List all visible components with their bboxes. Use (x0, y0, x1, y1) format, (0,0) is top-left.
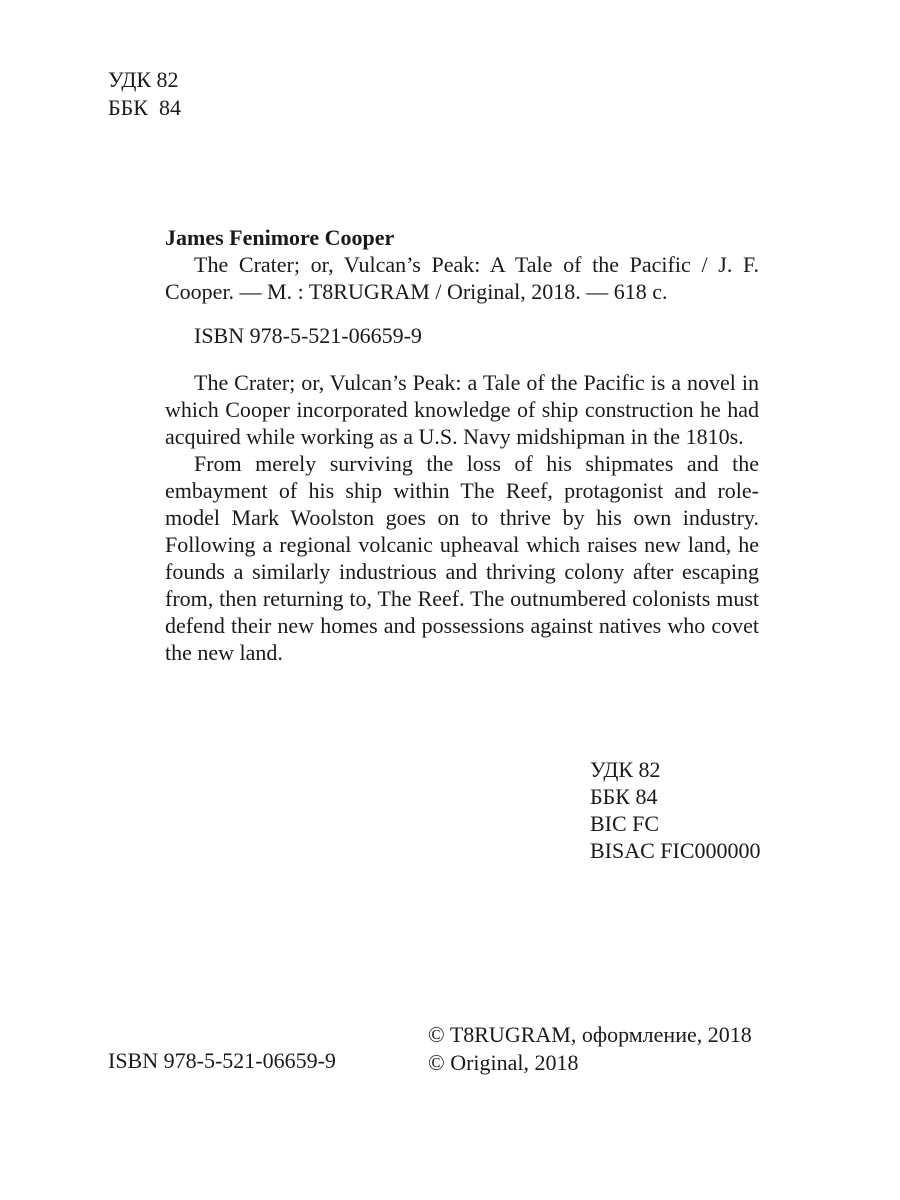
bibliographic-entry: The Crater; or, Vulcan’s Peak: A Tale of the Pacific / J. F. Cooper. — M. : T8RUGRAM / Original, 2018. — 618 c. (165, 252, 759, 304)
annotation-paragraph: The Crater; or, Vulcan’s Peak: a Tale of the Pacific is a novel in which Cooper incorporated knowledge of ship construction he had acquired while working as a U.S. Navy midshipman in the 1810s. (165, 370, 759, 449)
bbk-code: ББК 84 (108, 95, 181, 120)
bic-code: BIC FC (590, 811, 660, 836)
isbn-footer: ISBN 978-5-521-06659-9 (108, 1048, 336, 1073)
copyright-block (428, 1021, 752, 1077)
isbn-record: ISBN 978-5-521-06659-9 (194, 323, 422, 348)
copyright-line: © T8RUGRAM, оформление, 2018 (428, 1022, 752, 1047)
udk-code: УДК 82 (108, 67, 179, 92)
udk-code: УДК 82 (590, 757, 661, 782)
bisac-code: BISAC FIC000000 (590, 838, 761, 863)
copyright-line: © Original, 2018 (428, 1050, 579, 1075)
annotation-paragraph: From merely surviving the loss of his shipmates and the embayment of his ship within The Reef, protagonist and role-model Mark Woolston goes on to thrive by his own industry. Following a regional volcanic upheaval which raises new land, he founds a similarly industrious and thriving colony after escaping from, then returning to, The Reef. The outnumbered colonists must defend their new homes and possessions against natives who covet the new land. (165, 451, 759, 665)
bibliographic-record (165, 224, 759, 666)
classification-codes-right (590, 756, 761, 864)
bbk-code: ББК 84 (590, 784, 658, 809)
classification-codes-top (108, 66, 181, 122)
annotation (165, 369, 759, 666)
author-name: James Fenimore Cooper (165, 225, 395, 250)
